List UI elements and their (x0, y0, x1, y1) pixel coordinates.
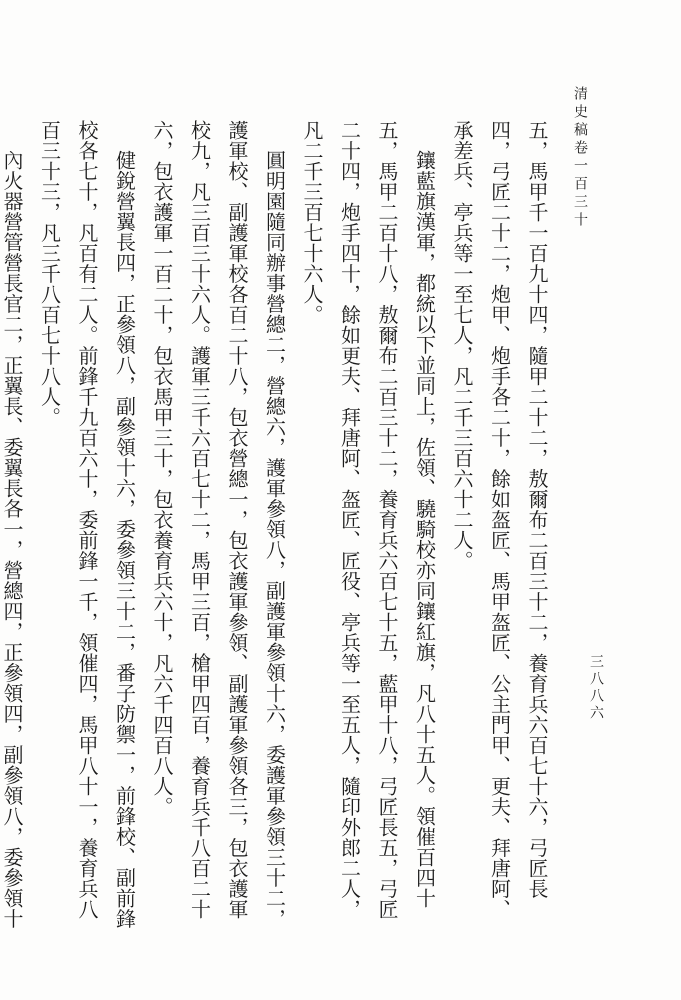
paragraph-1: 五，馬甲千一百九十四，隨甲二十二，敖爾布二百三十二，養育兵六百七十六，弓匠長四，弓匠二十二，炮甲、炮手各二十，餘如盔匠、馬甲盔匠、公主門甲、更夫、拜唐阿、承差兵、亭兵等一至七人，凡二千三百六十二人。 (450, 120, 549, 920)
page-number: 三八八六 (588, 654, 604, 722)
running-header: 清史稿卷一百三十 (572, 86, 588, 230)
paragraph-3: 圓明園隨同辦事營總二，營總六，護軍參領八，副護軍參領十六，委護軍參領三十二，護軍校、副護軍校各百二十八，包衣營總一，包衣護軍參領、副護軍參領各三，包衣護軍校九，凡三百三十六人。護軍三千六百七十二，馬甲三百，槍甲四百，養育兵千八百二十六，包衣護軍一百二十，包衣馬甲三十，包衣養育兵六十，凡六千四百八人。 (150, 120, 287, 929)
main-text-column-block (0, 120, 555, 930)
paragraph-4: 健銳營翼長四，正參領八，副參領十六，委參領三十二，番子防禦一，前鋒校、副前鋒校各七十，凡百有二人。前鋒千九百六十，委前鋒一千，領催四，馬甲八十一，養育兵八百三十三，凡三千八百七十八人。 (37, 120, 137, 929)
paragraph-2: 鑲藍旗漢軍，都統以下並同上，佐領、驍騎校亦同鑲紅旗，凡八十五人。領催百四十五，馬甲二百十八，敖爾布二百三十二，養育兵六百七十五，藍甲十八，弓匠長五，弓匠二十四，炮手四十，餘如更夫、拜唐阿、盔匠、匠役、亭兵等一至五人，隨印外郎二人，凡二千三百七十六人。 (300, 120, 437, 920)
paragraph-5: 內火器營管營長官二，正翼長、委翼長各一，營總四，正參領四，副參領八，委參領十 (0, 150, 24, 929)
